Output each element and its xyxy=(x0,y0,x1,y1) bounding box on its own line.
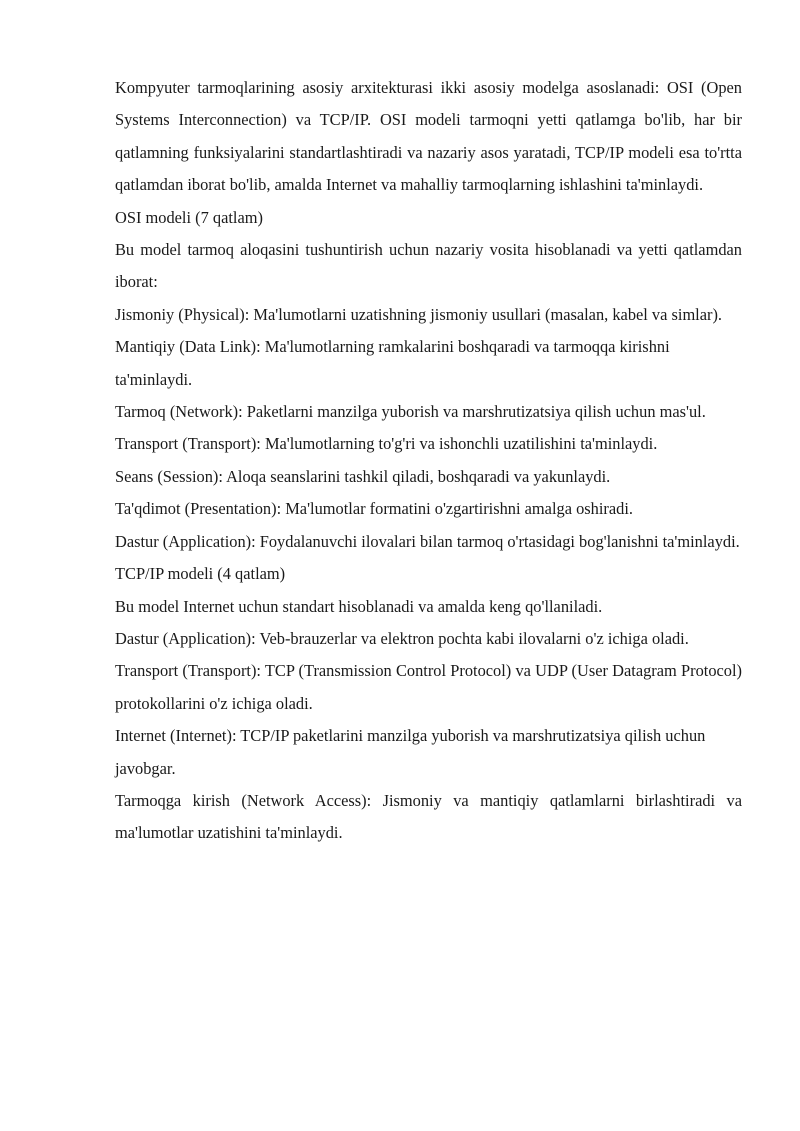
document-body xyxy=(115,72,742,850)
osi-layer-network: Tarmoq (Network): Paketlarni manzilga yuborish va marshrutizatsiya qilish uchun mas'ul. xyxy=(115,402,706,422)
tcpip-description: Bu model Internet uchun standart hisoblanadi va amalda keng qo'llaniladi. xyxy=(115,596,603,616)
tcpip-layer-network-access: Tarmoqga kirish (Network Access): Jismoniy va mantiqiy qatlamlarni birlashtiradi va ma'lumotlar uzatishini ta'minlaydi. xyxy=(115,790,742,843)
intro-paragraph: Kompyuter tarmoqlarining asosiy arxitekturasi ikki asosiy modelga asoslanadi: OSI (Open Systems Interconnection) va TCP/IP. OSI modeli tarmoqni yetti qatlamga bo'lib, har bir qatlamning funksiyalarini standartlashtiradi va nazariy asos yaratadi, TCP/IP modeli esa to'rtta qatlamdan iborat bo'lib, amalda Internet va mahalliy tarmoqlarning ishlashini ta'minlaydi. xyxy=(115,78,742,195)
tcpip-heading: TCP/IP modeli (4 qatlam) xyxy=(115,564,286,584)
osi-layer-transport: Transport (Transport): Ma'lumotlarning to'g'ri va ishonchli uzatilishini ta'minlaydi. xyxy=(115,434,658,454)
osi-layer-data-link: Mantiqiy (Data Link): Ma'lumotlarning ramkalarini boshqaradi va tarmoqqa kirishni ta'minlaydi. xyxy=(115,337,670,389)
osi-heading: OSI modeli (7 qatlam) xyxy=(115,207,263,227)
osi-layer-physical: Jismoniy (Physical): Ma'lumotlarni uzatishning jismoniy usullari (masalan, kabel va simlar). xyxy=(115,304,723,324)
osi-layer-session: Seans (Session): Aloqa seanslarini tashkil qiladi, boshqaradi va yakunlaydi. xyxy=(115,466,611,486)
osi-layer-presentation: Ta'qdimot (Presentation): Ma'lumotlar formatini o'zgartirishni amalga oshiradi. xyxy=(115,499,633,519)
tcpip-layer-internet: Internet (Internet): TCP/IP paketlarini manzilga yuborish va marshrutizatsiya qilish uchun javobgar. xyxy=(115,726,706,778)
osi-layer-application: Dastur (Application): Foydalanuvchi ilovalari bilan tarmoq o'rtasidagi bog'lanishni ta'minlaydi. xyxy=(115,531,740,551)
osi-description: Bu model tarmoq aloqasini tushuntirish uchun nazariy vosita hisoblanadi va yetti qatlamdan iborat: xyxy=(115,240,742,292)
tcpip-layer-application: Dastur (Application): Veb-brauzerlar va elektron pochta kabi ilovalarni o'z ichiga oladi. xyxy=(115,628,689,648)
tcpip-layer-transport: Transport (Transport): TCP (Transmission Control Protocol) va UDP (User Datagram Protocol) protokollarini o'z ichiga oladi. xyxy=(115,661,742,713)
